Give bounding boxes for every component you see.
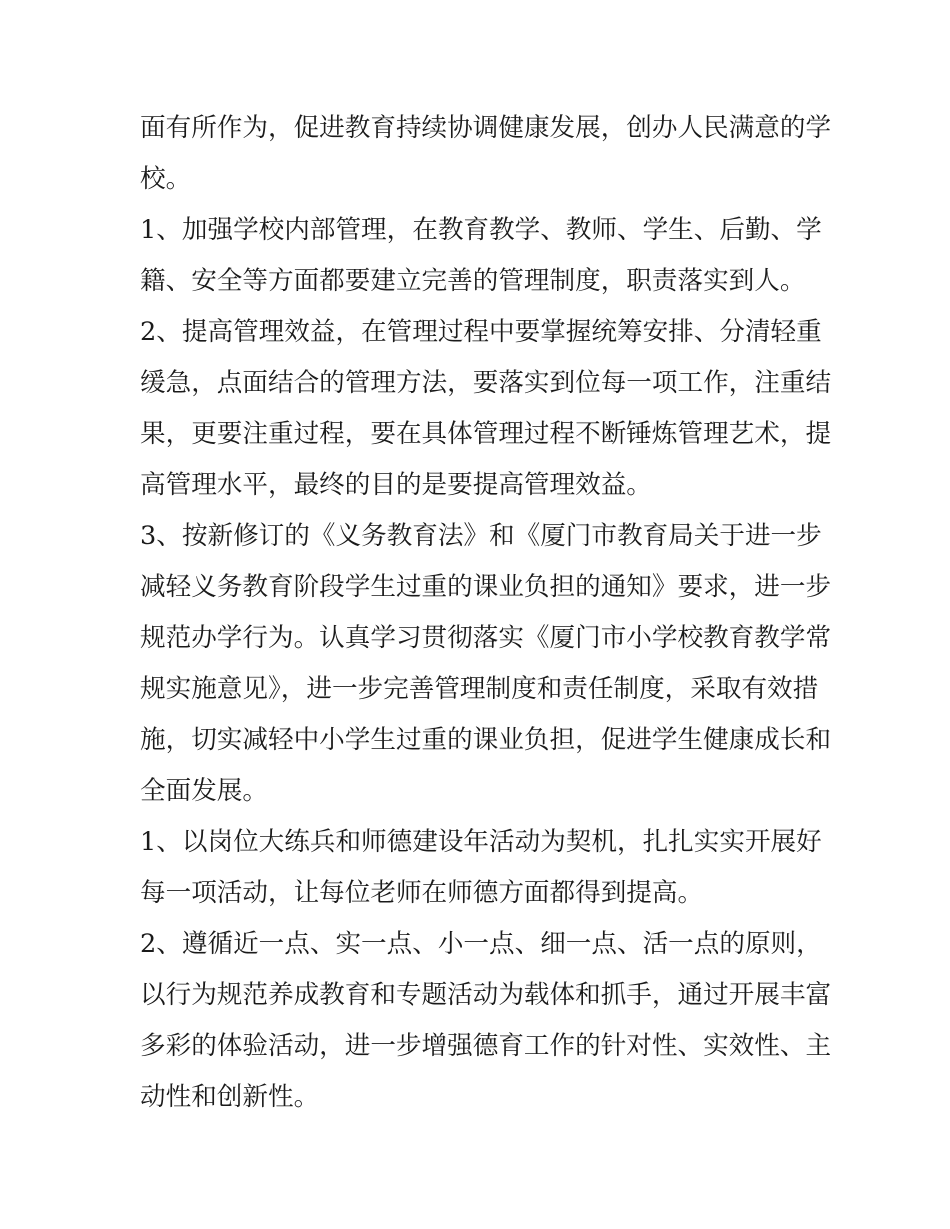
text-line: 减轻义务教育阶段学生过重的课业负担的通知》要求，进一步 xyxy=(140,572,832,602)
text-line: 每一项活动，让每位老师在师德方面都得到提高。 xyxy=(140,878,704,908)
text-line: 缓急，点面结合的管理方法，要落实到位每一项工作，注重结 xyxy=(140,368,832,398)
text-line: 3、按新修订的《义务教育法》和《厦门市教育局关于进一步 xyxy=(140,521,822,551)
text-line: 高管理水平，最终的目的是要提高管理效益。 xyxy=(140,470,652,500)
text-line: 校。 xyxy=(140,164,192,194)
text-line: 多彩的体验活动，进一步增强德育工作的针对性、实效性、主 xyxy=(140,1031,832,1061)
text-line: 全面发展。 xyxy=(140,776,268,806)
text-line: 动性和创新性。 xyxy=(140,1082,320,1112)
text-line: 规范办学行为。认真学习贯彻落实《厦门市小学校教育教学常 xyxy=(140,623,832,653)
text-line: 面有所作为，促进教育持续协调健康发展，创办人民满意的学 xyxy=(140,113,832,143)
text-line: 2、提高管理效益，在管理过程中要掌握统筹安排、分清轻重 xyxy=(140,317,822,347)
text-line: 以行为规范养成教育和专题活动为载体和抓手，通过开展丰富 xyxy=(140,980,832,1010)
document-body xyxy=(140,105,840,1125)
text-line: 果，更要注重过程，要在具体管理过程不断锤炼管理艺术，提 xyxy=(140,419,832,449)
text-line: 规实施意见》，进一步完善管理制度和责任制度，采取有效措 xyxy=(140,674,819,704)
text-line: 1、加强学校内部管理，在教育教学、教师、学生、后勤、学 xyxy=(140,215,822,245)
text-line: 1、以岗位大练兵和师德建设年活动为契机，扎扎实实开展好 xyxy=(140,827,822,857)
text-line: 施，切实减轻中小学生过重的课业负担，促进学生健康成长和 xyxy=(140,725,832,755)
text-line: 2、遵循近一点、实一点、小一点、细一点、活一点的原则， xyxy=(140,929,822,959)
text-line: 籍、安全等方面都要建立完善的管理制度，职责落实到人。 xyxy=(140,266,806,296)
